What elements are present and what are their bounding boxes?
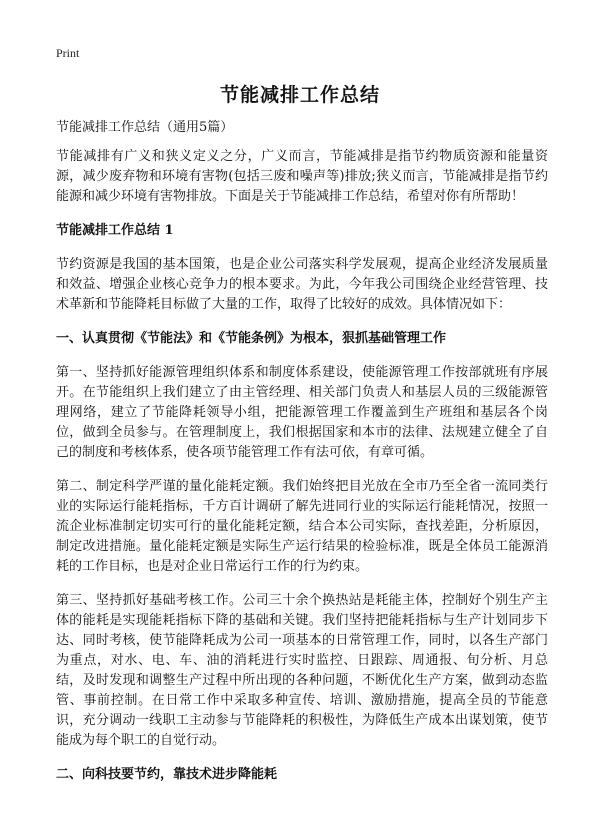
document-body bbox=[56, 118, 548, 799]
print-label[interactable]: Print bbox=[56, 46, 80, 60]
body-paragraph-3: 第三、坚持抓好基础考核工作。公司三十余个换热站是耗能主体，控制好个别生产主体的能耗是实现能耗指标下降的基础和关键。我们坚持把能耗指标与生产计划同步下达、同时考核，使节能降耗成为公司一项基本的日常管理工作，同时，以各生产部门为重点，对水、电、车、油的消耗进行实时监控、日跟踪、周通报、旬分析、月总结，及时发现和调整生产过程中所出现的各种问题，不断优化生产方案，做到动态监管、事前控制。在日常工作中采取多种宣传、培训、激励措施，提高全员的节能意识，充分调动一线职工主动参与节能降耗的积极性，为降低生产成本出谋划策，使节能成为每个职工的自觉行动。 bbox=[56, 593, 548, 748]
section-heading-2: 二、向科技要节约，靠技术进步降能耗 bbox=[56, 767, 278, 782]
page-title: 节能减排工作总结 bbox=[219, 84, 380, 106]
section-title: 节能减排工作总结 1 bbox=[56, 223, 174, 238]
section-intro-paragraph: 节约资源是我国的基本国策，也是企业公司落实科学发展观，提高企业经济发展质量和效益、增强企业核心竞争力的根本要求。为此，今年我公司围绕企业经营管理、技术革新和节能降耗目标做了大量的工作，取得了比较好的成效。具体情况如下： bbox=[56, 257, 548, 312]
document-subtitle: 节能减排工作总结（通用5篇） bbox=[56, 120, 234, 135]
section-heading-1: 一、认真贯彻《节能法》和《节能条例》为根本，狠抓基础管理工作 bbox=[56, 331, 447, 346]
intro-paragraph: 节能减排有广义和狭义定义之分，广义而言，节能减排是指节约物质资源和能量资源，减少废弃物和环境有害物(包括三废和噪声等)排放;狭义而言，节能减排是指节约能源和减少环境有害物排放。下面是关于节能减排工作总结，希望对你有所帮助！ bbox=[56, 149, 548, 204]
body-paragraph-1: 第一、坚持抓好能源管理组织体系和制度体系建设，使能源管理工作按部就班有序展开。在节能组织上我们建立了由主管经理、相关部门负责人和基层人员的三级能源管理网络，建立了节能降耗领导小组，把能源管理工作覆盖到生产班组和基层各个岗位，做到全员参与。在管理制度上，我们根据国家和本市的法律、法规建立健全了自己的制度和考核体系，使各项节能管理工作有法可依，有章可循。 bbox=[56, 365, 548, 460]
body-paragraph-2: 第二、制定科学严谨的量化能耗定额。我们始终把目光放在全市乃至全省一流同类行业的实际运行能耗指标，千方百计调研了解先进同行业的实际运行能耗情况，按照一流企业标准制定切实可行的量化能耗定额，结合本公司实际，查找差距，分析原因，制定改进措施。量化能耗定额是实际生产运行结果的检验标准，既是全体员工能源消耗的工作目标，也是对企业日常运行工作的行为约束。 bbox=[56, 479, 548, 574]
